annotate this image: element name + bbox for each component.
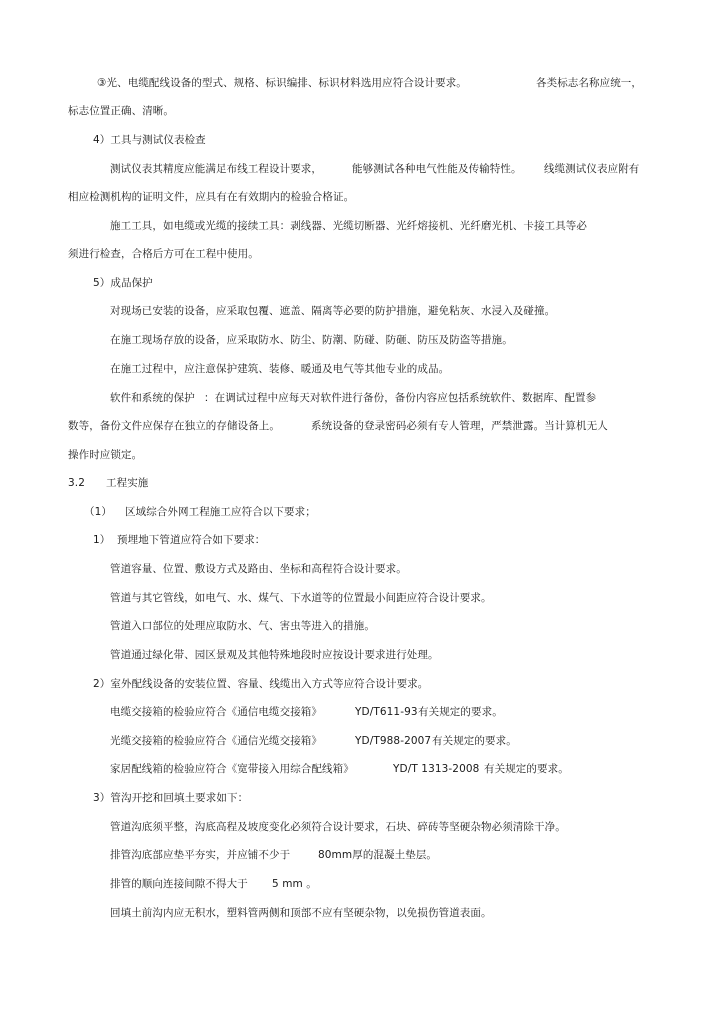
text-line: 数等，备份文件应保存在独立的存储设备上。 [68, 420, 280, 432]
standard-code: YD/T611-93 [355, 706, 418, 718]
text-line: 区域综合外网工程施工应符合以下要求； [125, 506, 316, 518]
text-line: 在施工现场存放的设备，应采取防水、防尘、防潮、防碰、防砸、防压及防盗等措施。 [110, 334, 513, 346]
section-heading: 4）工具与测试仪表检查 [93, 134, 206, 146]
text-line: 能够测试各种电气性能及传输特性。 [352, 163, 522, 175]
text-line: 管道入口部位的处理应取防水、气、害虫等进入的措施。 [110, 620, 375, 632]
text-line: 回填土前沟内应无积水，塑料管两侧和顶部不应有坚硬杂物，以免损伤管道表面。 [110, 907, 492, 919]
text-line: 2）室外配线设备的安装位置、容量、线缆出入方式等应符合设计要求。 [93, 678, 429, 690]
list-marker: 1） [93, 534, 111, 546]
text-line: 5 mm 。 [272, 878, 317, 890]
text-line: 相应检测机构的证明文件，应具有在有效期内的检验合格证。 [68, 191, 355, 203]
text-line: 管道容量、位置、敷设方式及路由、坐标和高程符合设计要求。 [110, 563, 407, 575]
text-line: 有关规定的要求。 [418, 706, 503, 718]
text-line: ：在调试过程中应每天对软件进行备份，备份内容应包括系统软件、数据库、配置参 [204, 392, 597, 404]
standard-code: YD/T988-2007 [355, 735, 432, 747]
text-line: 管道与其它管线，如电气、水、煤气、下水道等的位置最小间距应符合设计要求。 [110, 592, 492, 604]
text-line: 电缆交接箱的检验应符合《通信电缆交接箱》 [110, 706, 322, 718]
section-number: 3.2 [68, 477, 85, 489]
text-line: 预埋地下管道应符合如下要求： [117, 534, 266, 546]
section-heading: 5）成品保护 [93, 277, 153, 289]
text-line: 3）管沟开挖和回填土要求如下： [93, 792, 249, 804]
text-line: 系统设备的登录密码必须有专人管理，严禁泄露。当计算机无人 [311, 420, 608, 432]
text-line: 各类标志名称应统一， [536, 77, 642, 89]
text-line: ③光、电缆配线设备的型式、规格、标识编排、标识材料选用应符合设计要求。 [97, 77, 467, 89]
text-line: 光缆交接箱的检验应符合《通信光缆交接箱》 [110, 735, 322, 747]
section-title: 工程实施 [106, 477, 149, 489]
text-line: 软件和系统的保护 [110, 392, 195, 404]
text-line: 有关规定的要求。 [432, 735, 517, 747]
text-line: 在施工过程中，应注意保护建筑、装修、暖通及电气等其他专业的成品。 [110, 363, 450, 375]
list-marker: （1） [84, 506, 112, 518]
text-line: 测试仪表其精度应能满足布线工程设计要求， [110, 163, 322, 175]
text-line: 操作时应锁定。 [68, 449, 143, 461]
text-line: 线缆测试仪表应附有 [544, 163, 640, 175]
text-line: 施工工具，如电缆或光缆的接续工具：剥线器、光缆切断器、光纤熔接机、光纤磨光机、卡接工具等必 [110, 220, 587, 232]
text-line: 管道通过绿化带、园区景观及其他特殊地段时应按设计要求进行处理。 [110, 649, 439, 661]
text-line: 标志位置正确、清晰。 [68, 105, 174, 117]
text-line: 对现场已安装的设备，应采取包覆、遮盖、隔离等必要的防护措施，避免粘灰、水浸入及碰撞。 [110, 305, 556, 317]
text-line: 80mm厚的混凝土垫层。 [318, 849, 438, 861]
standard-code: YD/T 1313-2008 [393, 763, 480, 775]
text-line: 排管沟底部应垫平夯实，并应铺不少于 [110, 849, 291, 861]
text-line: 管道沟底须平整，沟底高程及坡度变化必须符合设计要求，石块、碎砖等坚硬杂物必须清除干净。 [110, 821, 566, 833]
text-line: 须进行检查，合格后方可在工程中使用。 [68, 248, 259, 260]
text-line: 有关规定的要求。 [484, 763, 569, 775]
text-line: 排管的顺向连接间隙不得大于 [110, 878, 248, 890]
text-line: 家居配线箱的检验应符合《宽带接入用综合配线箱》 [110, 763, 354, 775]
